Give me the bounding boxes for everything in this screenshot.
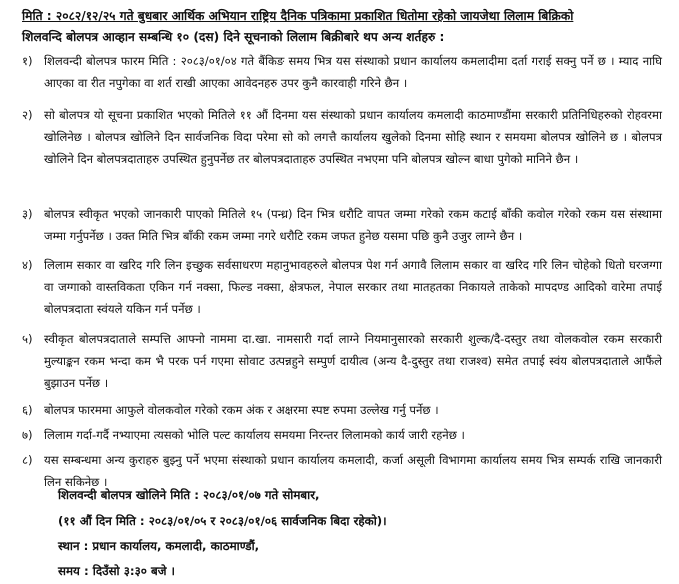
term-6 xyxy=(22,399,662,421)
term-number: ८) xyxy=(22,453,33,467)
term-number: ७) xyxy=(22,428,33,442)
term-number: १) xyxy=(22,54,33,68)
term-5 xyxy=(22,328,662,394)
notice-header xyxy=(22,6,662,48)
term-text: शिलवन्दी बोलपत्र फारम मिति : २०८३/०१/०४ गते बैंकिङ समय भित्र यस संस्थाको प्रधान कार्यालय कमलादीमा दर्ता गराई सक्नु पर्ने छ । म्याद नाघि आएका वा रीत नपुगेका वा शर्त राखी आएका आवेदनहरु उपर कुनै कारवाही गरिने छैन । xyxy=(44,54,662,90)
term-4 xyxy=(22,254,662,320)
term-text: बोलपत्र स्वीकृत भएको जानकारी पाएको मितिले १५ (पन्ध्र) दिन भित्र धरौटि वापत जम्मा गरेको रकम कटाई बाँकी कवोल गरेको रकम यस संस्थामा जम्मा गर्नुपर्नेछ । उक्त मिति भित्र बाँकी रकम जम्मा नगरे धरौटि रकम जफत हुनेछ यसमा पछि कुनै उजुर लाग्ने छैन । xyxy=(44,207,662,243)
venue: स्थान : प्रधान कार्यालय, कमलादी, काठमाण्डौं, xyxy=(58,539,260,553)
term-text: यस सम्बन्धमा अन्य कुराहरु बुझ्नु पर्ने भएमा संस्थाको प्रधान कार्यालय कमलादी, कर्जा असूली विभागमा कार्यालय समय भित्र सम्पर्क राखि जानकारी लिन सकिनेछ । xyxy=(44,453,662,489)
term-number: ४) xyxy=(22,258,33,272)
term-3 xyxy=(22,203,662,247)
term-number: ६) xyxy=(22,403,33,417)
term-text: स्वीकृत बोलपत्रदाताले सम्पत्ति आफ्नो नाममा दा.खा. नामसारी गर्दा लाग्ने नियमानुसारको सरकारी शुल्क/दै-दस्तुर तथा वोलकवोल रकम सरकारी मुल्याङ्कन रकम भन्दा कम भै परक पर्न गएमा सोवाट उत्पन्नहुने सम्पुर्ण दायीत्व (अन्य दै-दुस्तुर तथा राजश्व) समेत तपाई स्वंय बोलपत्रदाताले आफैंले बुझाउन पर्नेछ । xyxy=(44,332,662,390)
term-text: लिलाम सकार वा खरिद गरि लिन इच्छुक सर्वसाधरण महानुभावहरुले बोलपत्र पेश गर्न अगावै लिलाम सकार वा खरिद गरि लिन चोहेको धितो घरजग्गा वा जग्गाको वास्तविकता एकिन गर्न नक्सा, फिल्ड नक्सा, क्षेत्रफल, नेपाल सरकार तथा मातहतका निकायले ताकेको मापदण्ड आदिको वारेमा तपाई बोलपत्रदाता स्वंयले यकिन गर्न पर्नेछ । xyxy=(44,258,662,316)
term-number: ३) xyxy=(22,207,33,221)
header-line-2: शिलवन्दि बोलपत्र आव्हान सम्बन्धि १० (दस) दिने सूचनाको लिलाम बिक्रीबारे थप अन्य शर्तहरु : xyxy=(22,30,445,44)
opening-date: शिलवन्दी बोलपत्र खोलिने मिति : २०८३/०१/०७ गते सोमबार, xyxy=(58,488,320,502)
term-number: २) xyxy=(22,108,33,122)
header-line-1: मिति : २०८२/१२/२५ गते बुधबार आर्थिक अभियान राष्ट्रिय दैनिक पत्रिकामा प्रकाशित धितोमा रहेको जायजेथा लिलाम बिक्रिको xyxy=(22,9,574,23)
term-7 xyxy=(22,424,662,446)
term-text: लिलाम गर्दा-गर्दै नभ्याएमा त्यसको भोलि पल्ट कार्यालय समयमा निरन्तर लिलामको कार्य जारी रहनेछ । xyxy=(44,428,465,442)
holiday-note: (११ औं दिन मिति : २०८३/०१/०५ र २०८३/०१/०६ सार्वजनिक बिदा रहेको)। xyxy=(58,514,387,528)
term-number: ५) xyxy=(22,332,33,346)
term-2 xyxy=(22,104,662,170)
term-1 xyxy=(22,50,662,94)
term-text: बोलपत्र फारममा आफुले वोलकवोल गरेको रकम अंक र अक्षरमा स्पष्ट रुपमा उल्लेख गर्नु पर्नेछ । xyxy=(44,403,439,417)
term-text: सो बोलपत्र यो सूचना प्रकाशित भएको मितिले ११ औं दिनमा यस संस्थाको प्रधान कार्यालय कमलादी काठमाण्डौंमा सरकारी प्रतिनिधिहरुको रोहवरमा खोलिनेछ । बोलपत्र खोलिने दिन सार्वजनिक विदा परेमा सो को लगत्तै कार्यालय खुलेको दिनमा सोहि स्थान र समयमा बोलपत्र खोलिने छ । बोलपत्र खोलिने दिन बोलपत्रदाताहरु उपस्थित हुनुपर्नेछ तर बोलपत्रदाताहरु उपस्थित नभएमा पनि बोलपत्र खोल्न बाधा पुगेको मानिने छैन । xyxy=(44,108,662,166)
opening-time: समय : दिउँसो ३:३० बजे । xyxy=(58,564,176,578)
